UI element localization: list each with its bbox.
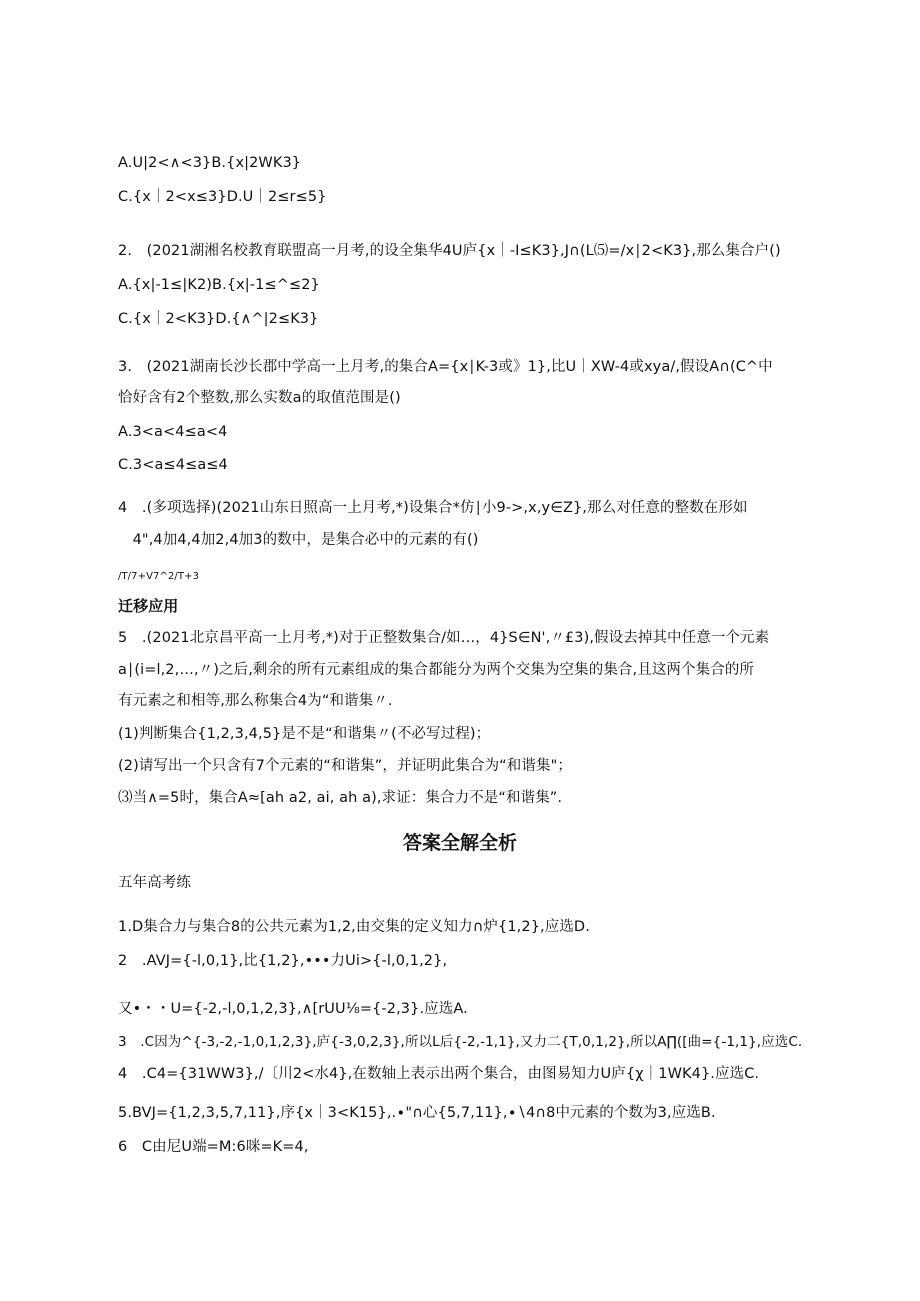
- q4-stem-line2: 4",4加4,4加2,4加3的数中，是集合必中的元素的有(): [118, 532, 479, 548]
- q5-stem-line3: 有元素之和相等,那么称集合4为“和谐集〃.: [118, 693, 393, 709]
- answer-title: 答案全解全析: [402, 832, 517, 854]
- q5-part2: (2)请写出一个只含有7个元素的“和谐集”，并证明此集合为“和谐集"；: [118, 758, 572, 774]
- q3-stem-line2: 恰好含有2个整数,那么实数a的取值范围是(): [118, 390, 401, 406]
- answer-6: 6 C由尼U端=M:6咪=K=4,: [118, 1139, 309, 1155]
- section-heading-transfer: 迁移应用: [118, 597, 179, 615]
- q5-stem-line1: 5 .(2021北京昌平高一上月考,*)对于正整数集合/如…，4}S∈N',〃£3),假设去掉其中任意一个元素: [118, 630, 770, 646]
- answer-5: 5.BVJ={1,2,3,5,7,11},序{x｜3<K15},.∙"∩心{5,7,11},∙∖4∩8中元素的个数为3,应选B.: [118, 1105, 716, 1121]
- q1-options-cd: C.{x｜2<x≤3}D.U｜2≤r≤5}: [118, 189, 327, 205]
- q2-options-cd: C.{x｜2<K3}D.{∧^|2≤K3}: [118, 311, 319, 327]
- q4-options: ∕T∕7+V7^2∕T+3: [118, 571, 200, 582]
- q5-stem-line2: a∣(i=l,2,…,〃)之后,剩余的所有元素组成的集合都能分为两个交集为空集的集合,且这两个集合的所: [118, 662, 755, 678]
- q1-options-ab: A.U|2<∧<3}B.{x|2WK3}: [118, 155, 302, 171]
- answer-4: 4 .C4={31WW3},∕〔川2<水4},在数轴上表示出两个集合，由图易知力U庐{χ｜1WK4}.应选C.: [118, 1066, 760, 1082]
- section-five-year: 五年高考练: [118, 875, 191, 891]
- q5-part1: (1)判断集合{1,2,3,4,5}是不是“和谐集〃(不必写过程)；: [118, 726, 491, 742]
- answer-2-line1: 2 .AVJ={-l,0,1},比{1,2},•••力Ui>{-l,0,1,2},: [118, 953, 448, 969]
- answer-1: 1.D集合力与集合8的公共元素为1,2,由交集的定义知力∩炉{1,2},应选D.: [118, 919, 590, 935]
- q3-options-cd: C.3<a≤4≤a≤4: [118, 457, 228, 473]
- q2-stem: 2. (2021湖湘名校教育联盟高一月考,的设全集华4U庐{x｜-I≤K3},J∩(L⑸=∕x∣2<K3},那么集合户(): [118, 243, 781, 259]
- q3-stem-line1: 3. (2021湖南长沙长郡中学高一上月考,的集合A={x∣K-3或》1},比U｜XW-4或xya∕,假设A∩(C^中: [118, 359, 773, 375]
- q2-options-ab: A.{x|-1≤|K2)B.{x|-1≤^≤2}: [118, 277, 320, 293]
- answer-3: 3 .C因为^{-3,-2,-1,0,1,2,3},庐{-3,0,2,3},所以L后{-2,-1,1},又力二{T,0,1,2},所以A∏([曲={-1,1},应选C.: [118, 1034, 803, 1050]
- q5-part3: ⑶当∧=5时，集合A≈[ah a2, ai, ah a),求证：集合力不是“和谐集”.: [118, 790, 563, 806]
- q4-stem-line1: 4 .(多项选择)(2021山东日照高一上月考,*)设集合*仿∣小9->,x,y∈Z},那么对任意的整数在形如: [118, 500, 748, 516]
- q3-options-ab: A.3<a<4≤a<4: [118, 424, 228, 440]
- answer-2-line2: 又•・・U={-2,-l,0,1,2,3},∧[rUU⅛={-2,3}.应选A.: [118, 1001, 468, 1017]
